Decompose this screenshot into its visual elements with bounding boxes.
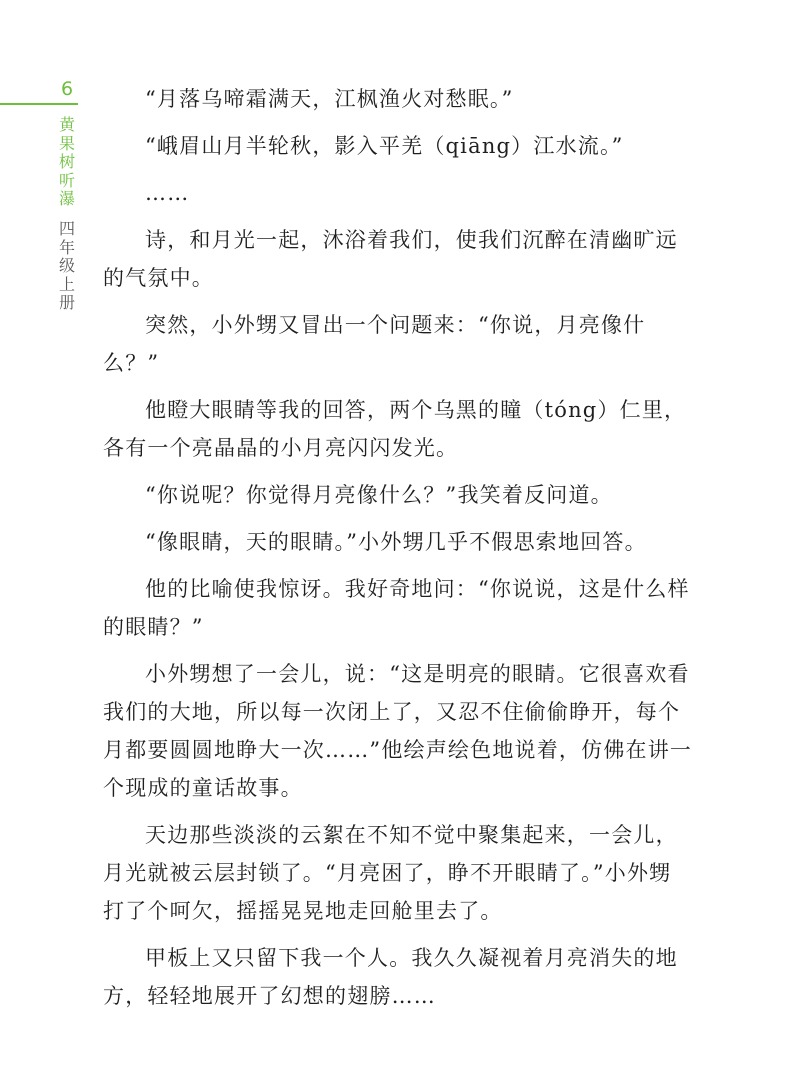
book-title: 黄果树听瀑 — [58, 115, 75, 208]
paragraph: 小外甥想了一会儿，说：“这是明亮的眼睛。它很喜欢看我们的大地，所以每一次闭上了，又忍不住偷偷睁开，每个月都要圆圆地睁大一次……”他绘声绘色地说着，仿佛在讲一个现成的童话故事。 — [103, 662, 693, 800]
paragraph: 诗，和月光一起，沐浴着我们，使我们沉醉在清幽旷远的气氛中。 — [103, 228, 678, 290]
header-rule — [0, 103, 78, 105]
paragraph: “你说呢？你觉得月亮像什么？”我笑着反问道。 — [145, 483, 613, 507]
paragraph: 甲板上又只留下我一个人。我久久凝视着月亮消失的地方，轻轻地展开了幻想的翅膀…… — [103, 946, 678, 1008]
paragraph: “像眼睛，天的眼睛。”小外甥几乎不假思索地回答。 — [145, 530, 647, 554]
paragraph: “月落乌啼霜满天，江枫渔火对愁眠。” — [145, 87, 514, 111]
paragraph: 他的比喻使我惊讶。我好奇地问：“你说说，这是什么样的眼睛？” — [103, 577, 690, 639]
paragraph: …… — [145, 181, 190, 205]
paragraph: 他瞪大眼睛等我的回答，两个乌黑的瞳（tóng）仁里，各有一个亮晶晶的小月亮闪闪发光。 — [103, 398, 687, 460]
paragraph: 突然，小外甥又冒出一个问题来：“你说，月亮像什么？” — [103, 313, 646, 375]
paragraph: 天边那些淡淡的云絮在不知不觉中聚集起来，一会儿，月光就被云层封锁了。“月亮困了，睁不开眼睛了。”小外甥打了个呵欠，摇摇晃晃地走回舱里去了。 — [103, 823, 678, 923]
paragraph: “峨眉山月半轮秋，影入平羌（qiāng）江水流。” — [145, 134, 624, 158]
body-text — [103, 80, 693, 1015]
page-number: 6 — [60, 78, 74, 100]
grade-label: 四年级上册 — [58, 219, 75, 312]
